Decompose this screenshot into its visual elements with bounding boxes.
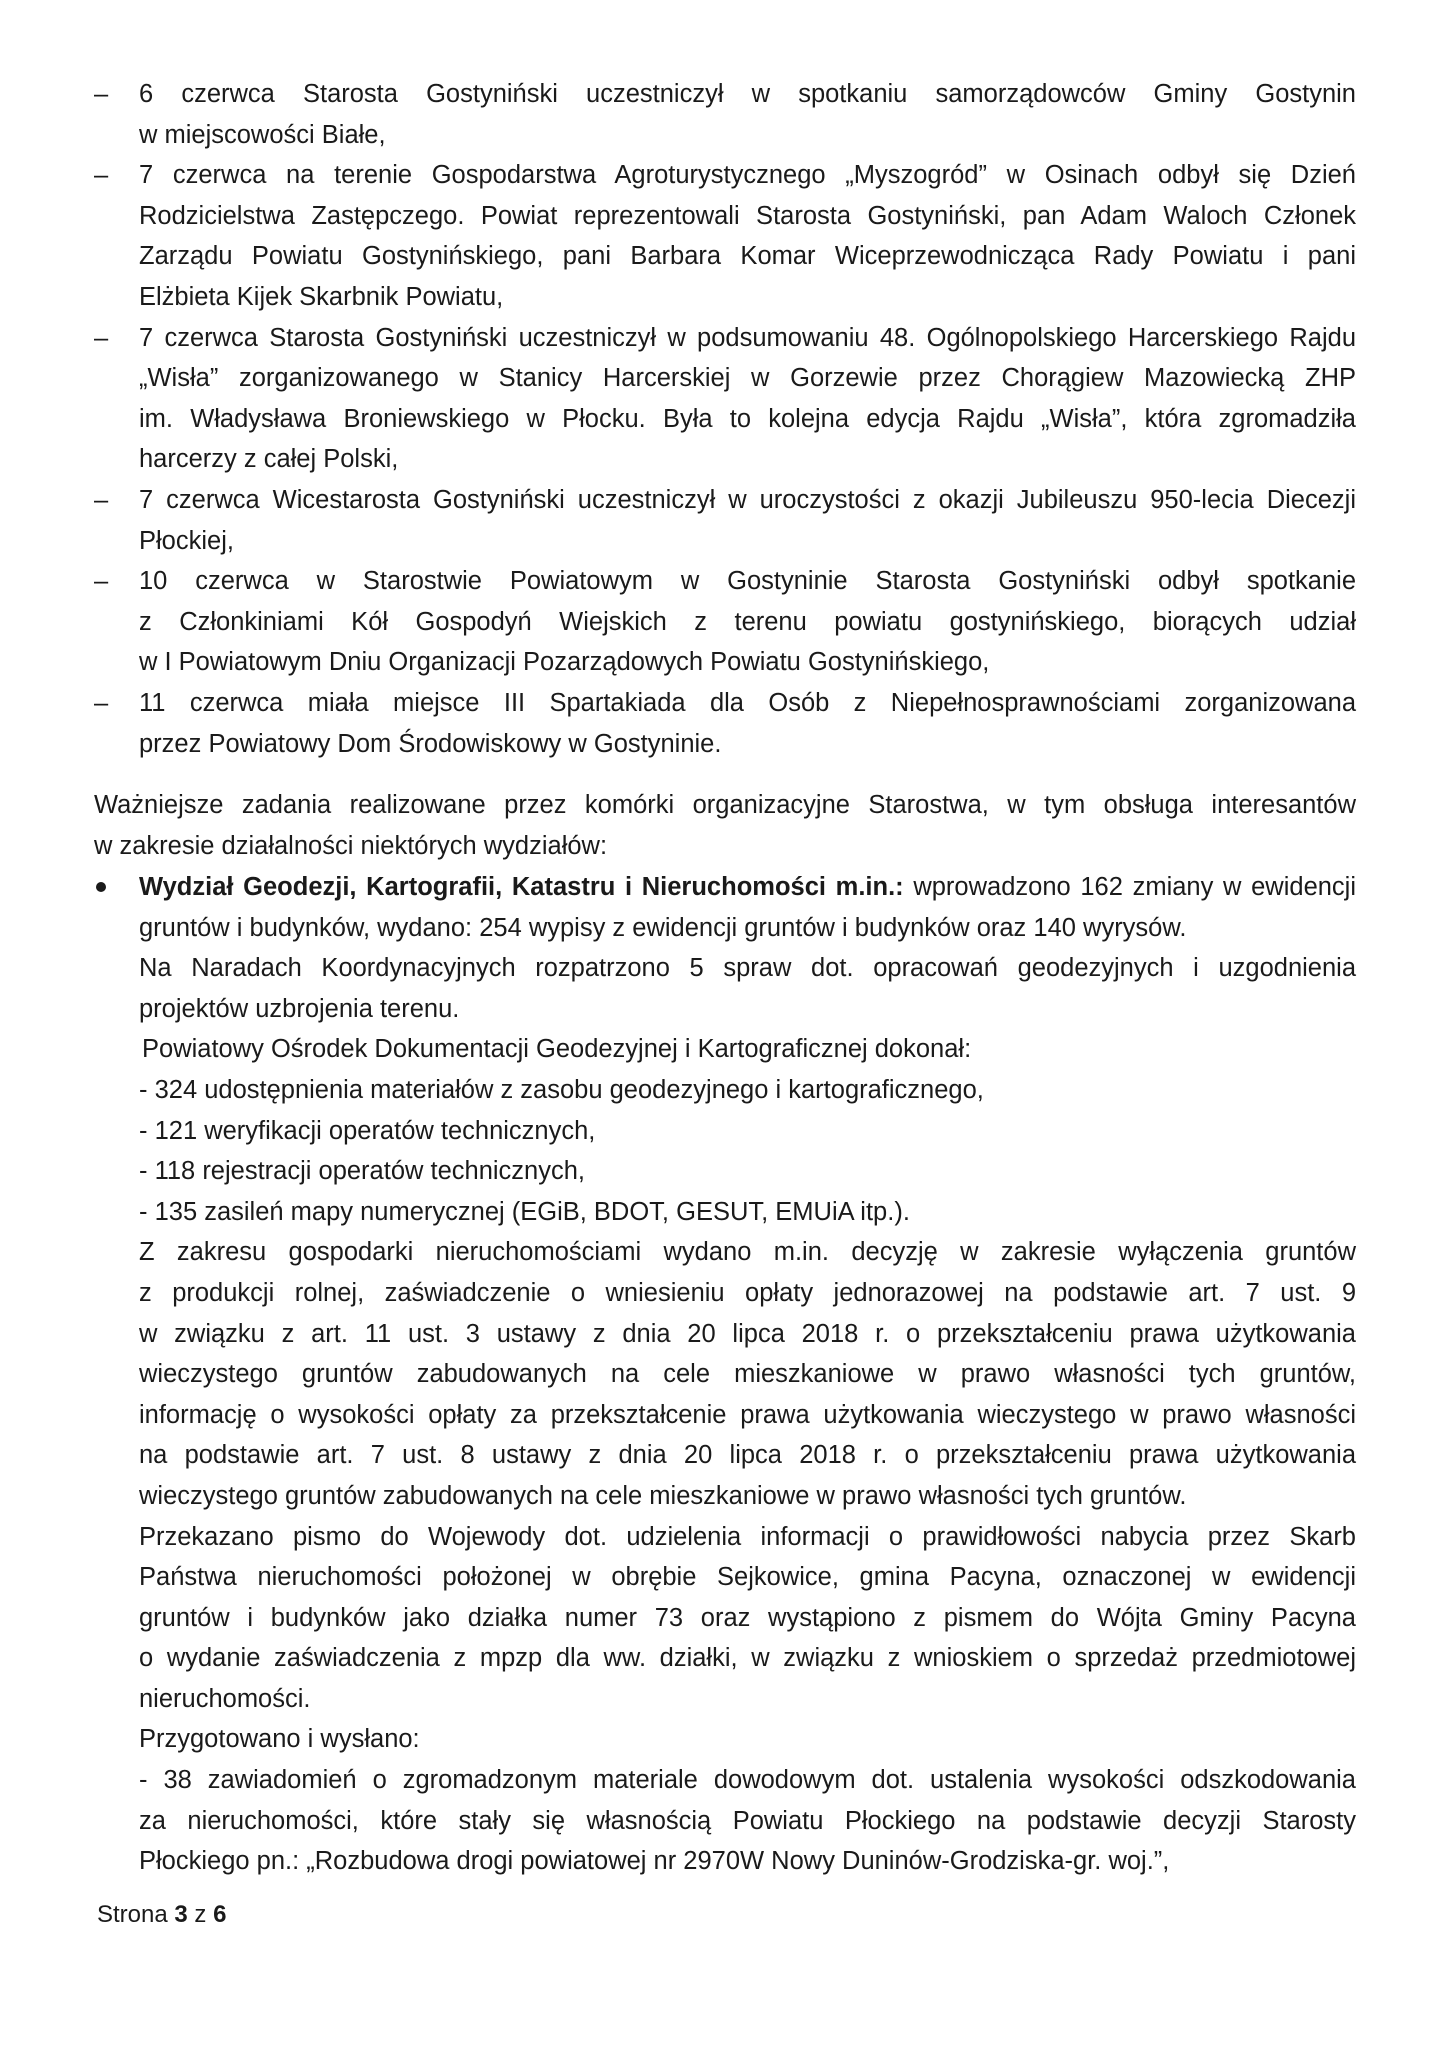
section-line: na podstawie art. 7 ust. 8 ustawy z dnia 20 lipca 2018 r. o przekształceniu prawa użytkowania (139, 1441, 1356, 1470)
intro-line: Ważniejsze zadania realizowane przez komórki organizacyjne Starostwa, w tym obsługa interesantów (94, 791, 1356, 819)
geodesy-section (94, 867, 1356, 1882)
footer-prefix: Strona (97, 1901, 175, 1928)
event-line: Rodzicielstwa Zastępczego. Powiat reprezentowali Starosta Gostyniński, pan Adam Waloch Członek (139, 201, 1356, 230)
section-line: Państwa nieruchomości położonej w obrębie Sejkowice, gmina Pacyna, oznaczonej w ewidencji (139, 1563, 1356, 1592)
event-item (94, 318, 1356, 480)
section-line: o wydanie zaświadczenia z mpzp dla ww. działki, w związku z wnioskiem o sprzedaż przedmiotowej (139, 1644, 1356, 1673)
section-line: - 118 rejestracji operatów technicznych, (139, 1157, 585, 1186)
dash-marker: – (94, 688, 109, 717)
section-line: - 135 zasileń mapy numerycznej (EGiB, BDOT, GESUT, EMUiA itp.). (139, 1197, 910, 1226)
intro-line: w zakresie działalności niektórych wydziałów: (94, 831, 608, 860)
section-line: wieczystego gruntów zabudowanych na cele mieszkaniowe w prawo własności tych gruntów. (139, 1481, 1187, 1510)
section-line: wieczystego gruntów zabudowanych na cele mieszkaniowe w prawo własności tych gruntów, (139, 1360, 1356, 1389)
section-line: informację o wysokości opłaty za przekształcenie prawa użytkowania wieczystego w prawo własności (139, 1400, 1356, 1429)
event-line: Płockiej, (139, 526, 234, 555)
section-line: z produkcji rolnej, zaświadczenie o wniesieniu opłaty jednorazowej na podstawie art. 7 ust. 9 (139, 1278, 1356, 1307)
section-heading-rest: wprowadzono 162 zmiany w ewidencji (903, 873, 1357, 901)
section-line: - 324 udostępnienia materiałów z zasobu geodezyjnego i kartograficznego, (139, 1075, 984, 1104)
event-line: 11 czerwca miała miejsce III Spartakiada dla Osób z Niepełnosprawnościami zorganizowana (139, 688, 1356, 717)
dash-marker: – (94, 323, 109, 352)
dash-marker: – (94, 485, 109, 514)
event-line: 6 czerwca Starosta Gostyniński uczestniczył w spotkaniu samorządowców Gminy Gostynin (139, 80, 1356, 108)
footer-separator: z (187, 1901, 214, 1928)
section-line: Na Naradach Koordynacyjnych rozpatrzono 5 spraw dot. opracowań geodezyjnych i uzgodnienia (139, 954, 1356, 983)
dash-marker: – (94, 567, 109, 596)
event-line: 7 czerwca Starosta Gostyniński uczestniczył w podsumowaniu 48. Ogólnopolskiego Harcerskiego Rajdu (139, 323, 1356, 352)
section-line: gruntów i budynków jako działka numer 73 oraz wystąpiono z pismem do Wójta Gminy Pacyna (139, 1603, 1356, 1632)
event-item (94, 683, 1356, 764)
section-line: Płockiego pn.: „Rozbudowa drogi powiatowej nr 2970W Nowy Duninów-Grodziska-gr. woj.”, (139, 1847, 1170, 1876)
section-line: - 121 weryfikacji operatów technicznych, (139, 1116, 596, 1145)
section-first-line (139, 867, 1356, 908)
events-list (94, 74, 1356, 764)
event-line: Zarządu Powiatu Gostynińskiego, pani Barbara Komar Wiceprzewodnicząca Rady Powiatu i pani (139, 242, 1356, 271)
footer-page-number: 3 (174, 1901, 188, 1928)
event-item (94, 74, 1356, 155)
event-line: z Członkiniami Kół Gospodyń Wiejskich z terenu powiatu gostynińskiego, biorących udział (139, 607, 1356, 636)
page-footer (97, 1899, 226, 1931)
event-line: 7 czerwca Wicestarosta Gostyniński uczestniczył w uroczystości z okazji Jubileuszu 950-lecia Diecezji (139, 485, 1356, 514)
event-item (94, 480, 1356, 561)
event-item (94, 561, 1356, 683)
section-line: za nieruchomości, które stały się własnością Powiatu Płockiego na podstawie decyzji Starosty (139, 1806, 1356, 1835)
section-line: Przekazano pismo do Wojewody dot. udzielenia informacji o prawidłowości nabycia przez Skarb (139, 1522, 1356, 1551)
section-line: projektów uzbrojenia terenu. (139, 994, 460, 1023)
footer-page-total: 6 (213, 1901, 227, 1928)
dash-marker: – (94, 80, 109, 108)
section-line: Z zakresu gospodarki nieruchomościami wydano m.in. decyzję w zakresie wyłączenia gruntów (139, 1238, 1356, 1267)
section-heading: Wydział Geodezji, Kartografii, Katastru i Nieruchomości m.in.: (139, 873, 904, 901)
section-line: nieruchomości. (139, 1684, 311, 1713)
section-line: w związku z art. 11 ust. 3 ustawy z dnia 20 lipca 2018 r. o przekształceniu prawa użytkowania (139, 1319, 1356, 1348)
section-line: gruntów i budynków, wydano: 254 wypisy z ewidencji gruntów i budynków oraz 140 wyrysów. (139, 913, 1187, 942)
event-line: „Wisła” zorganizowanego w Stanicy Harcerskiej w Gorzewie przez Chorągiew Mazowiecką ZHP (139, 364, 1356, 393)
section-line: Powiatowy Ośrodek Dokumentacji Geodezyjnej i Kartograficznej dokonał: (142, 1035, 972, 1064)
bullet-icon (96, 882, 106, 892)
intro-paragraph (94, 785, 1356, 866)
event-line: Elżbieta Kijek Skarbnik Powiatu, (139, 282, 504, 311)
event-line: harcerzy z całej Polski, (139, 445, 399, 474)
section-line: Przygotowano i wysłano: (139, 1725, 420, 1754)
event-line: w miejscowości Białe, (139, 120, 386, 149)
event-line: przez Powiatowy Dom Środowiskowy w Gostyninie. (139, 729, 722, 758)
section-body (94, 867, 1356, 1882)
section-line: - 38 zawiadomień o zgromadzonym materiale dowodowym dot. ustalenia wysokości odszkodowania (139, 1766, 1356, 1795)
event-line: im. Władysława Broniewskiego w Płocku. Była to kolejna edycja Rajdu „Wisła”, która zgromadziła (139, 404, 1356, 433)
event-line: 7 czerwca na terenie Gospodarstwa Agroturystycznego „Myszogród” w Osinach odbył się Dzień (139, 161, 1356, 190)
event-line: 10 czerwca w Starostwie Powiatowym w Gostyninie Starosta Gostyniński odbył spotkanie (139, 567, 1356, 596)
event-line: w I Powiatowym Dniu Organizacji Pozarządowych Powiatu Gostynińskiego, (139, 648, 990, 677)
event-item (94, 155, 1356, 317)
dash-marker: – (94, 161, 109, 190)
